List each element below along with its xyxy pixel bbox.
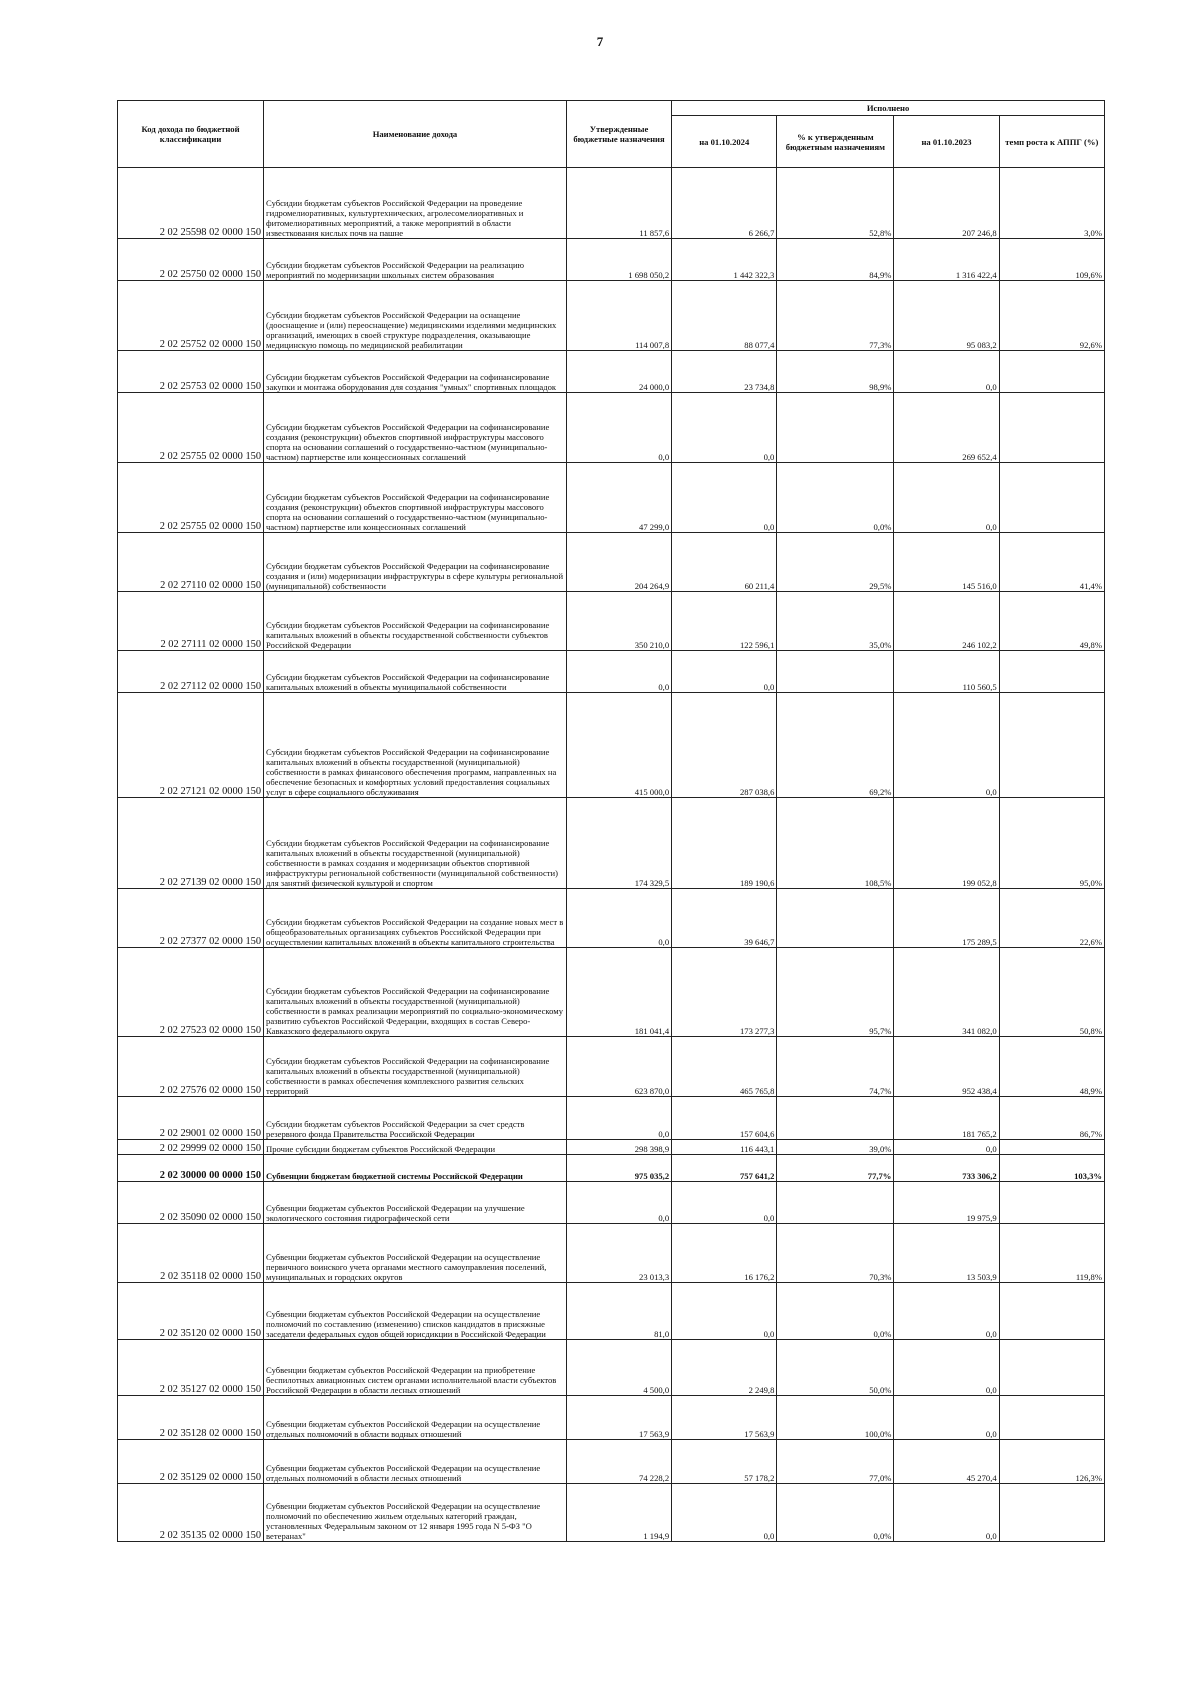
name-cell: Субвенции бюджетам субъектов Российской Федерации на осуществление первичного воинского учета органами местного самоуправления поселений, муниципальных и городских округов	[264, 1224, 567, 1283]
table-row	[118, 1097, 1105, 1140]
code-cell: 2 02 27111 02 0000 150	[118, 592, 264, 651]
exec-2024-cell: 1 442 322,3	[672, 239, 777, 281]
growth-cell	[999, 351, 1104, 393]
growth-cell: 41,4%	[999, 533, 1104, 592]
exec-2023-cell: 175 289,5	[894, 889, 999, 948]
exec-2024-cell: 39 646,7	[672, 889, 777, 948]
table-row	[118, 281, 1105, 351]
percent-cell: 0,0%	[777, 463, 894, 533]
exec-2024-cell: 757 641,2	[672, 1155, 777, 1182]
table-row	[118, 1340, 1105, 1396]
table-row	[118, 693, 1105, 798]
table-row	[118, 533, 1105, 592]
approved-cell: 174 329,5	[566, 798, 671, 889]
exec-2023-cell: 341 082,0	[894, 948, 999, 1037]
code-cell: 2 02 27523 02 0000 150	[118, 948, 264, 1037]
growth-cell: 50,8%	[999, 948, 1104, 1037]
exec-2024-cell: 0,0	[672, 463, 777, 533]
percent-cell: 95,7%	[777, 948, 894, 1037]
exec-2023-cell: 952 438,4	[894, 1037, 999, 1097]
approved-cell: 0,0	[566, 1097, 671, 1140]
code-cell: 2 02 27139 02 0000 150	[118, 798, 264, 889]
exec-2023-cell: 269 652,4	[894, 393, 999, 463]
exec-2023-cell: 95 083,2	[894, 281, 999, 351]
approved-cell: 23 013,3	[566, 1224, 671, 1283]
name-cell: Субсидии бюджетам субъектов Российской Федерации за счет средств резервного фонда Правительства Российской Федерации	[264, 1097, 567, 1140]
name-cell: Субсидии бюджетам субъектов Российской Федерации на софинансирование капитальных вложений в объекты муниципальной собственности	[264, 651, 567, 693]
approved-cell: 1 698 050,2	[566, 239, 671, 281]
exec-2024-cell: 116 443,1	[672, 1140, 777, 1155]
percent-cell: 69,2%	[777, 693, 894, 798]
exec-2024-cell: 57 178,2	[672, 1440, 777, 1484]
header-approved: Утвержденные бюджетные назначения	[566, 101, 671, 168]
approved-cell: 24 000,0	[566, 351, 671, 393]
growth-cell	[999, 1340, 1104, 1396]
growth-cell	[999, 1140, 1104, 1155]
percent-cell: 0,0%	[777, 1484, 894, 1542]
exec-2024-cell: 23 734,8	[672, 351, 777, 393]
exec-2023-cell: 199 052,8	[894, 798, 999, 889]
exec-2024-cell: 287 038,6	[672, 693, 777, 798]
growth-cell: 92,6%	[999, 281, 1104, 351]
table-row	[118, 393, 1105, 463]
table-row	[118, 1440, 1105, 1484]
approved-cell: 0,0	[566, 651, 671, 693]
name-cell: Субвенции бюджетам субъектов Российской Федерации на осуществление полномочий по обеспечению жильем отдельных категорий граждан, установленных Федеральным законом от 12 января 1995 года N 5-ФЗ "О ветеранах"	[264, 1484, 567, 1542]
percent-cell: 84,9%	[777, 239, 894, 281]
percent-cell: 74,7%	[777, 1037, 894, 1097]
exec-2024-cell: 465 765,8	[672, 1037, 777, 1097]
code-cell: 2 02 35127 02 0000 150	[118, 1340, 264, 1396]
approved-cell: 1 194,9	[566, 1484, 671, 1542]
name-cell: Субвенции бюджетам субъектов Российской Федерации на осуществление отдельных полномочий в области лесных отношений	[264, 1440, 567, 1484]
approved-cell: 0,0	[566, 889, 671, 948]
exec-2023-cell: 0,0	[894, 1484, 999, 1542]
name-cell: Субвенции бюджетам субъектов Российской Федерации на улучшение экологического состояния гидрографической сети	[264, 1182, 567, 1224]
approved-cell: 81,0	[566, 1283, 671, 1340]
exec-2024-cell: 157 604,6	[672, 1097, 777, 1140]
code-cell: 2 02 35129 02 0000 150	[118, 1440, 264, 1484]
exec-2023-cell: 145 516,0	[894, 533, 999, 592]
exec-2023-cell: 19 975,9	[894, 1182, 999, 1224]
name-cell: Субсидии бюджетам субъектов Российской Федерации на софинансирование закупки и монтажа оборудования для создания "умных" спортивных площадок	[264, 351, 567, 393]
approved-cell: 11 857,6	[566, 168, 671, 239]
percent-cell: 77,3%	[777, 281, 894, 351]
table-row	[118, 1396, 1105, 1440]
table-row	[118, 889, 1105, 948]
name-cell: Субсидии бюджетам субъектов Российской Федерации на софинансирование капитальных вложений в объекты государственной собственности субъектов Российской Федерации	[264, 592, 567, 651]
exec-2024-cell: 16 176,2	[672, 1224, 777, 1283]
code-cell: 2 02 27121 02 0000 150	[118, 693, 264, 798]
growth-cell: 126,3%	[999, 1440, 1104, 1484]
code-cell: 2 02 25755 02 0000 150	[118, 463, 264, 533]
code-cell: 2 02 27112 02 0000 150	[118, 651, 264, 693]
name-cell: Субсидии бюджетам субъектов Российской Федерации на софинансирование капитальных вложений в объекты государственной (муниципальной) собственности в рамках реализации мероприятий по социально-экономическому развитию субъектов Российской Федерации, входящих в состав Северо-Кавказского федерального округа	[264, 948, 567, 1037]
percent-cell: 77,7%	[777, 1155, 894, 1182]
growth-cell: 95,0%	[999, 798, 1104, 889]
growth-cell: 3,0%	[999, 168, 1104, 239]
percent-cell: 52,8%	[777, 168, 894, 239]
exec-2024-cell: 189 190,6	[672, 798, 777, 889]
approved-cell: 0,0	[566, 393, 671, 463]
name-cell: Субсидии бюджетам субъектов Российской Федерации на реализацию мероприятий по модернизации школьных систем образования	[264, 239, 567, 281]
budget-table	[117, 100, 1105, 1542]
code-cell: 2 02 35128 02 0000 150	[118, 1396, 264, 1440]
percent-cell	[777, 889, 894, 948]
code-cell: 2 02 35135 02 0000 150	[118, 1484, 264, 1542]
approved-cell: 17 563,9	[566, 1396, 671, 1440]
name-cell: Субсидии бюджетам субъектов Российской Федерации на софинансирование создания (реконструкции) объектов спортивной инфраструктуры массового спорта на основании соглашений о государственно-частном (муниципально-частном) партнерстве или концессионных соглашений	[264, 393, 567, 463]
exec-2024-cell: 60 211,4	[672, 533, 777, 592]
percent-cell: 39,0%	[777, 1140, 894, 1155]
approved-cell: 114 007,8	[566, 281, 671, 351]
exec-2024-cell: 0,0	[672, 1182, 777, 1224]
name-cell: Субсидии бюджетам субъектов Российской Федерации на софинансирование создания (реконструкции) объектов спортивной инфраструктуры массового спорта на основании соглашений о государственно-частном (муниципально-частном) партнерстве или концессионных соглашений	[264, 463, 567, 533]
exec-2023-cell: 45 270,4	[894, 1440, 999, 1484]
exec-2023-cell: 0,0	[894, 1340, 999, 1396]
exec-2024-cell: 0,0	[672, 1484, 777, 1542]
percent-cell: 0,0%	[777, 1283, 894, 1340]
percent-cell	[777, 1182, 894, 1224]
table-row	[118, 351, 1105, 393]
growth-cell: 119,8%	[999, 1224, 1104, 1283]
table-row	[118, 1140, 1105, 1155]
name-cell: Субсидии бюджетам субъектов Российской Федерации на оснащение (дооснащение и (или) переоснащение) медицинскими изделиями медицинских организаций, имеющих в своей структуре подразделения, оказывающие медицинскую помощь по медицинской реабилитации	[264, 281, 567, 351]
approved-cell: 623 870,0	[566, 1037, 671, 1097]
exec-2024-cell: 88 077,4	[672, 281, 777, 351]
name-cell: Субвенции бюджетам бюджетной системы Российской Федерации	[264, 1155, 567, 1182]
name-cell: Субсидии бюджетам субъектов Российской Федерации на создание новых мест в общеобразовательных организациях субъектов Российской Федерации при осуществлении капитальных вложений в объекты капитального строительства	[264, 889, 567, 948]
exec-2024-cell: 2 249,8	[672, 1340, 777, 1396]
growth-cell	[999, 651, 1104, 693]
page-number: 7	[596, 34, 604, 49]
header-executed: Исполнено	[672, 101, 1105, 116]
table-row	[118, 1182, 1105, 1224]
header-percent: % к утвержденным бюджетным назначениям	[777, 116, 894, 168]
exec-2023-cell: 733 306,2	[894, 1155, 999, 1182]
table-row	[118, 239, 1105, 281]
name-cell: Прочие субсидии бюджетам субъектов Российской Федерации	[264, 1140, 567, 1155]
exec-2023-cell: 13 503,9	[894, 1224, 999, 1283]
name-cell: Субсидии бюджетам субъектов Российской Федерации на проведение гидромелиоративных, культуртехнических, агролесомелиоративных и фитомелиоративных мероприятий, а также мероприятий в области известкования кислых почв на пашне	[264, 168, 567, 239]
name-cell: Субсидии бюджетам субъектов Российской Федерации на софинансирование капитальных вложений в объекты государственной (муниципальной) собственности в рамках обеспечения комплексного развития сельских территорий	[264, 1037, 567, 1097]
code-cell: 2 02 30000 00 0000 150	[118, 1155, 264, 1182]
table-row	[118, 1224, 1105, 1283]
percent-cell: 100,0%	[777, 1396, 894, 1440]
table-row	[118, 168, 1105, 239]
header-exec-2023: на 01.10.2023	[894, 116, 999, 168]
exec-2023-cell: 0,0	[894, 463, 999, 533]
exec-2023-cell: 1 316 422,4	[894, 239, 999, 281]
table-row	[118, 592, 1105, 651]
growth-cell	[999, 1396, 1104, 1440]
code-cell: 2 02 35120 02 0000 150	[118, 1283, 264, 1340]
name-cell: Субсидии бюджетам субъектов Российской Федерации на софинансирование капитальных вложений в объекты государственной (муниципальной) собственности в рамках финансового обеспечения программ, направленных на обеспечение безопасных и комфортных условий предоставления социальных услуг в сфере социального обслуживания	[264, 693, 567, 798]
approved-cell: 975 035,2	[566, 1155, 671, 1182]
name-cell: Субвенции бюджетам субъектов Российской Федерации на приобретение беспилотных авиационных систем органами исполнительной власти субъектов Российской Федерации в области лесных отношений	[264, 1340, 567, 1396]
percent-cell	[777, 393, 894, 463]
code-cell: 2 02 25598 02 0000 150	[118, 168, 264, 239]
percent-cell: 29,5%	[777, 533, 894, 592]
percent-cell: 35,0%	[777, 592, 894, 651]
exec-2023-cell: 110 560,5	[894, 651, 999, 693]
percent-cell: 50,0%	[777, 1340, 894, 1396]
table-row	[118, 798, 1105, 889]
name-cell: Субвенции бюджетам субъектов Российской Федерации на осуществление отдельных полномочий в области водных отношений	[264, 1396, 567, 1440]
growth-cell	[999, 463, 1104, 533]
growth-cell	[999, 1484, 1104, 1542]
table-row	[118, 1037, 1105, 1097]
table-row	[118, 1283, 1105, 1340]
percent-cell	[777, 651, 894, 693]
approved-cell: 415 000,0	[566, 693, 671, 798]
exec-2023-cell: 207 246,8	[894, 168, 999, 239]
table-row	[118, 1155, 1105, 1182]
exec-2023-cell: 0,0	[894, 1396, 999, 1440]
code-cell: 2 02 25750 02 0000 150	[118, 239, 264, 281]
name-cell: Субсидии бюджетам субъектов Российской Федерации на софинансирование капитальных вложений в объекты государственной (муниципальной) собственности в рамках создания и модернизации объектов спортивной инфраструктуры региональной собственности (муниципальной собственности) для занятий физической культурой и спортом	[264, 798, 567, 889]
code-cell: 2 02 35118 02 0000 150	[118, 1224, 264, 1283]
table-row	[118, 948, 1105, 1037]
approved-cell: 204 264,9	[566, 533, 671, 592]
percent-cell: 98,9%	[777, 351, 894, 393]
growth-cell: 109,6%	[999, 239, 1104, 281]
code-cell: 2 02 25755 02 0000 150	[118, 393, 264, 463]
exec-2023-cell: 0,0	[894, 351, 999, 393]
exec-2024-cell: 0,0	[672, 651, 777, 693]
approved-cell: 350 210,0	[566, 592, 671, 651]
exec-2024-cell: 173 277,3	[672, 948, 777, 1037]
code-cell: 2 02 35090 02 0000 150	[118, 1182, 264, 1224]
header-code: Код дохода по бюджетной классификации	[118, 101, 264, 168]
percent-cell: 108,5%	[777, 798, 894, 889]
exec-2023-cell: 0,0	[894, 1283, 999, 1340]
exec-2024-cell: 17 563,9	[672, 1396, 777, 1440]
code-cell: 2 02 25752 02 0000 150	[118, 281, 264, 351]
exec-2024-cell: 0,0	[672, 1283, 777, 1340]
growth-cell	[999, 1283, 1104, 1340]
code-cell: 2 02 25753 02 0000 150	[118, 351, 264, 393]
percent-cell: 70,3%	[777, 1224, 894, 1283]
exec-2023-cell: 0,0	[894, 693, 999, 798]
approved-cell: 74 228,2	[566, 1440, 671, 1484]
approved-cell: 0,0	[566, 1182, 671, 1224]
growth-cell: 103,3%	[999, 1155, 1104, 1182]
growth-cell	[999, 693, 1104, 798]
exec-2024-cell: 6 266,7	[672, 168, 777, 239]
growth-cell	[999, 393, 1104, 463]
code-cell: 2 02 29999 02 0000 150	[118, 1140, 264, 1155]
code-cell: 2 02 27576 02 0000 150	[118, 1037, 264, 1097]
exec-2023-cell: 0,0	[894, 1140, 999, 1155]
approved-cell: 47 299,0	[566, 463, 671, 533]
growth-cell: 48,9%	[999, 1037, 1104, 1097]
approved-cell: 298 398,9	[566, 1140, 671, 1155]
exec-2023-cell: 246 102,2	[894, 592, 999, 651]
growth-cell: 49,8%	[999, 592, 1104, 651]
percent-cell	[777, 1097, 894, 1140]
percent-cell: 77,0%	[777, 1440, 894, 1484]
name-cell: Субвенции бюджетам субъектов Российской Федерации на осуществление полномочий по составлению (изменению) списков кандидатов в присяжные заседатели федеральных судов общей юрисдикции в Российской Федерации	[264, 1283, 567, 1340]
table-row	[118, 463, 1105, 533]
approved-cell: 181 041,4	[566, 948, 671, 1037]
exec-2024-cell: 0,0	[672, 393, 777, 463]
growth-cell	[999, 1182, 1104, 1224]
table-row	[118, 651, 1105, 693]
header-growth: темп роста к АППГ (%)	[999, 116, 1104, 168]
header-name: Наименование дохода	[264, 101, 567, 168]
header-exec-2024: на 01.10.2024	[672, 116, 777, 168]
code-cell: 2 02 27377 02 0000 150	[118, 889, 264, 948]
approved-cell: 4 500,0	[566, 1340, 671, 1396]
exec-2024-cell: 122 596,1	[672, 592, 777, 651]
growth-cell: 22,6%	[999, 889, 1104, 948]
code-cell: 2 02 27110 02 0000 150	[118, 533, 264, 592]
table-body	[118, 168, 1105, 1542]
table-row	[118, 1484, 1105, 1542]
code-cell: 2 02 29001 02 0000 150	[118, 1097, 264, 1140]
name-cell: Субсидии бюджетам субъектов Российской Федерации на софинансирование создания и (или) модернизации инфраструктуры в сфере культуры региональной (муниципальной) собственности	[264, 533, 567, 592]
exec-2023-cell: 181 765,2	[894, 1097, 999, 1140]
growth-cell: 86,7%	[999, 1097, 1104, 1140]
